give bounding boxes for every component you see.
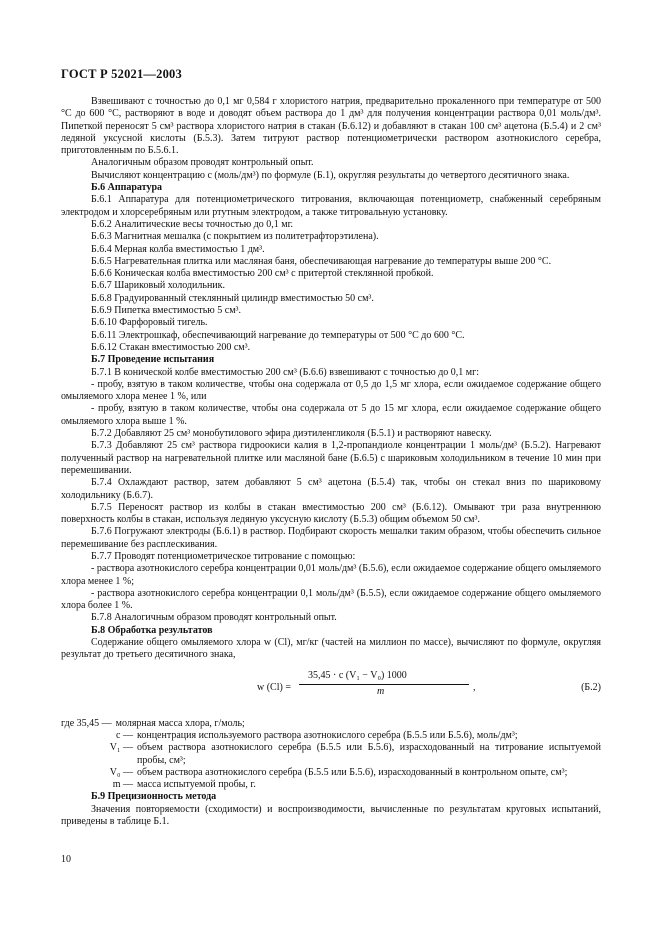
clause-b6-4: Б.6.4 Мерная колба вместимостью 1 дм³.: [91, 243, 265, 255]
definition-row: [61, 779, 601, 791]
definition-text: объем раствора азотнокислого серебра (Б.5.5 или Б.5.6), израсходованный в контрольном опыте, см³;: [137, 766, 568, 778]
clause-b6-11: Б.6.11 Электрошкаф, обеспечивающий нагревание до температуры от 500 °С до 600 °С.: [91, 329, 465, 341]
clause-b6-2: Б.6.2 Аналитические весы точностью до 0,1 мг.: [91, 218, 294, 230]
formula-numerator: 35,45 · c (V₁ − V₀) 1000: [308, 669, 407, 681]
clause-b7-7: Б.7.7 Проводят потенциометрическое титрование с помощью:: [91, 550, 356, 562]
clause-b6-3: Б.6.3 Магнитная мешалка (с покрытием из политетрафторэтилена).: [91, 231, 379, 243]
definition-row: [61, 730, 601, 742]
clause-b6-7: Б.6.7 Шариковый холодильник.: [91, 280, 226, 292]
paragraph: Взвешивают с точностью до 0,1 мг 0,584 г хлористого натрия, предварительно прокаленного при температуре от 500 °С до 600 °С, растворяют в воде и доводят объем раствора до 1 дм³ для получения концентрации раствора 0,01 моль/дм³. Пипеткой переносят 5 см³ раствора хлористого натрия в стакан (Б.6.12) и добавляют в стакан 100 см³ ацетона (Б.5.4) и 2 см³ ледяной уксусной кислоты (Б.5.3). Затем титруют раствор потенциометрически раствором азотнокислого серебра, приготовленным по Б.5.6.1.: [61, 96, 601, 157]
section-heading-b7: Б.7 Проведение испытания: [91, 354, 215, 366]
definition-label: где 35,45 —: [61, 717, 112, 729]
definition-text: концентрация используемого раствора азотнокислого серебра (Б.5.5 или Б.5.6), моль/дм³;: [137, 729, 518, 741]
formula-definitions: [61, 718, 601, 792]
definition-label: V₁ —: [109, 742, 133, 754]
clause-b6-10: Б.6.10 Фарфоровый тигель.: [91, 317, 208, 329]
list-item: - раствора азотнокислого серебра концентрации 0,01 моль/дм³ (Б.5.6), если ожидаемое содержание общего омыляемого хлора менее 1 %;: [61, 563, 601, 587]
page-number: 10: [61, 854, 71, 865]
paragraph: Вычисляют концентрацию c (моль/дм³) по формуле (Б.1), округляя результаты до четвертого десятичного знака.: [91, 169, 570, 181]
clause-b6-5: Б.6.5 Нагревательная плитка или масляная баня, обеспечивающая нагревание до температуры выше 200 °С.: [91, 255, 552, 267]
clause-b7-1: Б.7.1 В конической колбе вместимостью 200 см³ (Б.6.6) взвешивают с точностью до 0,1 мг:: [91, 366, 479, 378]
clause-b6-6: Б.6.6 Коническая колба вместимостью 200 см³ с притертой стеклянной пробкой.: [91, 268, 434, 280]
section-heading-b8: Б.8 Обработка результатов: [91, 624, 213, 636]
definition-text: объем раствора азотнокислого серебра (Б.5.5 или Б.5.6), израсходованный на титрование испытуемой пробы, см³;: [137, 742, 601, 766]
definition-text: молярная масса хлора, г/моль;: [115, 717, 245, 729]
page-body: [61, 96, 601, 828]
clause-b6-12: Б.6.12 Стакан вместимостью 200 см³.: [91, 341, 251, 353]
formula-comma: ,: [473, 681, 476, 693]
definition-row: [61, 767, 601, 779]
definition-label: c —: [116, 729, 133, 741]
clause-b7-8: Б.7.8 Аналогичным образом проводят контрольный опыт.: [91, 612, 337, 624]
formula-denominator: m: [377, 685, 385, 697]
paragraph: Аналогичным образом проводят контрольный опыт.: [91, 157, 314, 169]
document-header: ГОСТ Р 52021—2003: [61, 67, 182, 81]
clause-b6-8: Б.6.8 Градуированный стеклянный цилиндр вместимостью 50 см³.: [91, 292, 374, 304]
clause-b7-3: Б.7.3 Добавляют 25 см³ раствора гидроокиси калия в 1,2-пропандиоле концентрации 1 моль/дм³ (Б.5.2). Нагревают полученный раствор на нагревательной плитке или масляной бане (Б.6.5) с шариковым холодильником в течение 10 мин при перемешивании.: [61, 440, 601, 476]
definition-label: V₀ —: [109, 766, 133, 778]
formula-reference: (Б.2): [581, 681, 601, 693]
list-item: - пробу, взятую в таком количестве, чтобы она содержала от 5 до 15 мг хлора, если ожидаемое содержание общего омыляемого хлора выше 1 %.: [61, 403, 601, 427]
section-heading-b6: Б.6 Аппаратура: [91, 182, 163, 194]
paragraph: Значения повторяемости (сходимости) и воспроизводимости, вычисленные по результатам круговых испытаний, приведены в таблице Б.1.: [61, 803, 601, 828]
section-heading-b9: Б.9 Прецизионность метода: [91, 791, 217, 803]
clause-b7-6: Б.7.6 Погружают электроды (Б.6.1) в раствор. Подбирают скорость мешалки таким образом, чтобы обеспечить сильное перемешивание без расплескивания.: [61, 526, 601, 550]
definition-text: масса испытуемой пробы, г.: [137, 779, 256, 791]
clause-b7-2: Б.7.2 Добавляют 25 см³ монобутилового эфира диэтиленгликоля (Б.5.1) и растворяют навеску.: [91, 428, 492, 440]
definition-row: [61, 742, 601, 767]
formula-b2: [61, 670, 601, 710]
definition-row: [61, 718, 601, 730]
paragraph: Содержание общего омыляемого хлора w (Cl), мг/кг (частей на миллион по массе), вычисляют по формуле, округляя результат до третьего десятичного знака,: [61, 637, 601, 661]
clause-b7-4: Б.7.4 Охлаждают раствор, затем добавляют 5 см³ ацетона (Б.5.4) так, чтобы он стекал вниз по шариковому холодильнику (Б.6.7).: [61, 477, 601, 501]
list-item: - пробу, взятую в таком количестве, чтобы она содержала от 0,5 до 1,5 мг хлора, если ожидаемое содержание общего омыляемого хлора менее 1 %, или: [61, 378, 601, 403]
clause-b6-9: Б.6.9 Пипетка вместимостью 5 см³.: [91, 305, 242, 317]
list-item: - раствора азотнокислого серебра концентрации 0,1 моль/дм³ (Б.5.5), если ожидаемое содержание общего омыляемого хлора более 1 %.: [61, 587, 601, 612]
fraction-bar: [299, 684, 469, 685]
clause-b7-5: Б.7.5 Переносят раствор из колбы в стакан вместимостью 200 см³ (Б.6.12). Омывают три раза внутреннюю поверхность колбы в стакан, используя ледяную уксусную кислоту (Б.5.3) общим объемом 50 см³.: [61, 501, 601, 526]
definition-label: m —: [112, 779, 133, 791]
formula-lhs: w (Cl) =: [257, 681, 291, 693]
clause-b6-1: Б.6.1 Аппаратура для потенциометрического титрования, включающая потенциометр, снабженный серебряным электродом и хлорсеребряным или ртутным электродом, а также титровальную установку.: [61, 194, 601, 218]
